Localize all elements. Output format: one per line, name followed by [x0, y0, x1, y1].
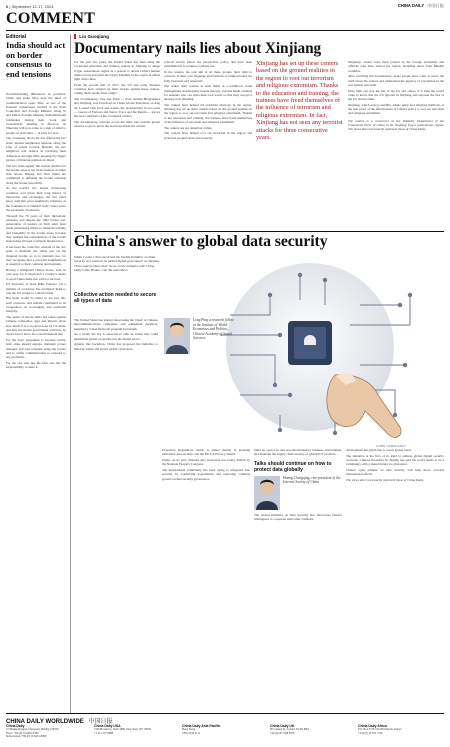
footer-office: [270, 724, 354, 735]
oped1-paragraph: Only truth can stop the lies of the US and others. It is time the world came to know that the US ignored in Xinjiang and exposed the lies of the US and its allies.: [348, 88, 444, 102]
oped2-paragraph: The Global Initiative on Data Security also showcases China's willingness to cooperate with other countries.: [254, 512, 342, 521]
footer-office: [358, 724, 444, 735]
editor-note-text: Editor's note: China launched the Global Initiative on Data Security at a seminar on global digital governance on Tuesday. Three experts share their views on the initiative with China Daily's Pan Yixuan, Cao Yin and others.: [74, 255, 160, 273]
editorial-paragraph: It has been the collective wisdom of the two sides to maintain the status quo on the disputed border, so as to maintain ties, for they recognize that a peaceful neighborhood is essential to their common development.: [6, 245, 66, 267]
expert1-portrait: [164, 318, 190, 354]
office-name: China Daily USA: [94, 724, 121, 728]
footer-brand-name: CHINA DAILY WORLDWIDE: [6, 719, 84, 725]
office-line: News: +86 (0) 10 6491-8366: [6, 731, 39, 735]
oped2-paragraph: The international community has been trying to safeguard data security by conducting experiments and exploring common ground on data security governance.: [162, 467, 250, 481]
oped1-headline: Documentary nails lies about Xinjiang: [74, 40, 322, 57]
oped2-paragraph: development has given rise to a new global trend.: [346, 448, 412, 452]
oped1-col2: [164, 60, 252, 224]
oped1-paragraph: The centers have helped rid extremist ideology in the region. Xinjiang has set up these centers based on the ground realities in the region to root out terrorism and religious extremism. Thanks to the education and training, the trainees have freed themselves of the influence of terrorism and religious extremism.: [164, 102, 252, 125]
oped1-paragraph: From the second half of 2017, the US and some Western countries have ramped up their attacks against these centers, calling them 'reeducation camps'.: [74, 82, 160, 96]
office-line: P.O. Box 27281-00100 Nairobi, Kenya: [358, 728, 402, 731]
office-line: Subscription: +86 (0) 10 6491-8000: [6, 735, 47, 738]
oped2-paragraph: The United States has started showcasing the 'clean' of Chinese telecommunications companies and equipment suppliers, launched a 'Clean Network' program last month.: [74, 318, 158, 331]
office-line: 15 Huixin Dongjie, Chaoyang, Beijing 100029: [6, 728, 59, 731]
oped2-paragraph: build an open, fair and non-discriminatory business environment, and maintain the supply chain security of global ICT products.: [254, 448, 342, 457]
oped1-col4: [348, 60, 444, 224]
footer-office: [182, 724, 266, 735]
editorial-divider: [70, 34, 71, 714]
office-line: +254 (0) 20 522 7316: [358, 731, 383, 735]
oped1-paragraph: The documentary, Lies and Truth — Four Animal Biographies and Xinjiang, was broadcast on China Global Television on Aug 24. Loaded with facts and scenes, the documentary in two parts — Guerra of Fortress and Terror, Trace and the Return — shows the real conditions of the vocational centers.: [74, 97, 160, 119]
section-head-1: Collective action needed to secure all types of data: [74, 292, 157, 304]
folio-brand-cn: 中国日报: [427, 3, 444, 8]
oped1-byline: [74, 34, 109, 39]
editorial-headline: India should act on border consensus to end tensions: [6, 40, 66, 79]
editorial-kicker: Editorial: [6, 34, 27, 40]
office-line: +1 212 537 8888: [94, 731, 114, 735]
oped2-col1: [74, 318, 158, 708]
office-name: China Daily: [6, 724, 25, 728]
expert1-caption: Long Ping a research fellow at the Institute of World Economics and Politics, Chinese Academy of Social Sciences: [193, 318, 234, 340]
editorial-paragraph: US Secretary of State Mike Pompeo, yet a number of occasions, has prompted India to join the US wedge to contain China.: [6, 282, 66, 295]
expert2-portrait: [254, 476, 280, 510]
editorial-paragraph: The consensus, above all, has offered the two sides' mutual heightened tensions along the Line of Actual Control. Besides, the two neighbors will believe in resolving their differences through talks, keeping the bigger picture of bilateral relations in mind.: [6, 136, 66, 162]
office-name: China Daily Africa: [358, 724, 387, 728]
oped1-paragraph: In the centers, the real aim of all these groups, their right to converse in their own language and freedom of religion belief are fully protected and respected.: [164, 69, 252, 83]
editorial-paragraph: As the world's two largest developing countries, and given their long history of interaction and exchanges, the two sides know well that good neighborly relations, as the foundation of bilateral trade, better serve the escalation of tensions.: [6, 186, 66, 212]
office-name: China Daily Asia Pacific: [182, 724, 221, 728]
data-security-illustration: [160, 255, 444, 443]
folio-left: 6 | September 12-17, 2024: [6, 4, 54, 9]
oped2-headline: China's answer to global data security: [74, 233, 328, 250]
oped1-paragraph: schools strictly follow the people-first policy, and have been established in accordance with the law.: [164, 60, 252, 69]
oped1-pullquote: [256, 60, 344, 224]
office-line: +44 (0) 20 7398 8270: [270, 731, 295, 735]
folio-brand: CHINA DAILY: [397, 3, 425, 8]
oped-divider: [74, 231, 444, 232]
oped2-col4: [346, 448, 444, 708]
oped2-paragraph: As a result, the US is expected to take an action that could undermine global cooperation in the digital sector.: [74, 332, 158, 341]
folio-right: [398, 3, 444, 9]
oped1-paragraph: The center offer courses in such fields as e-commerce, hotel management, hairdressing, beauty therapy, and this small cabinets for students who can write their own words so that they can get a decent job in Xinjiang.: [164, 84, 252, 102]
expert2-caption: Huang Chengqing, vice-president of the Internet Society of China: [283, 475, 341, 485]
oped2-paragraph: Protection Regulation, which is aimed mainly at securing individual data security, and the EU-US Privacy Shield.: [162, 448, 250, 457]
office-line: Hong Kong: [182, 728, 196, 731]
editorial-paragraph: Notwithstanding differences in positions, China and India have kept the lines of communication open. This, as one of the frequent consensuses reached at the State Councillor and Foreign Minister Wang Yi and Indian Foreign Minister Subrahmanyam Jaishankar during their 'work and consultation' meeting in Moscow on Thursday will now come as a sign of relief to people on both sides — at least for now.: [6, 92, 66, 135]
oped1-author: Liu Guoqiang: [79, 34, 109, 39]
footer-office: [94, 724, 178, 735]
editorial-paragraph: Having a belligerent United States, with its own nose for it, mean that a country's desire to spoil China-India ties will not succeed.: [6, 267, 66, 281]
oped1-paragraph: For the past few years, the United States has been using the vocational education and training centers in Xinjiang to allege Uygur autonomous region as a pretext to attack China's human rights record and paint the Uygur Muslims in the region in unfair light with China.: [74, 60, 160, 82]
editorial-paragraph: For the days' agreement to become reality, both sides should engage, maintain proper dialogue and ease tensions along the border and to stable communication to respond to any problems.: [6, 337, 66, 360]
oped2-paragraph: China's open attitude on data security will help move forward international efforts.: [346, 467, 444, 477]
section-rule: [6, 30, 444, 31]
oped2-col2: [162, 448, 250, 708]
oped2-paragraph: China, on its part, initiated data protection law being drafted by the National People's Congress.: [162, 457, 250, 467]
footer-office: [6, 724, 90, 739]
editorial-paragraph: For the one who ties the knot also has the responsibility to untie it.: [6, 360, 66, 370]
office-name: China Daily UK: [270, 724, 295, 728]
editor-note: [74, 255, 162, 273]
expert2-block: [254, 476, 342, 510]
oped1-bio: The author is a researcher at the Publicity Department of the Communist Party of China in the Xinjiang Uygur autonomous region. The views don't necessarily represent those of China Daily.: [348, 118, 444, 132]
oped1-paragraph: The centers are not detention camps.: [164, 125, 213, 130]
office-line: +852 2518 5111: [182, 731, 201, 735]
editorial-body: [6, 92, 66, 708]
section-head-2: Talks should continue on how to protect data globally: [254, 460, 332, 473]
oped1-paragraph: The centers have helped root out terrorism in the region and protected people's lives and property.: [164, 131, 252, 140]
section-title: COMMENT: [6, 10, 96, 27]
editorial-paragraph: The series of moves India has taken against Chinese companies, apps and imports show how much it is to be hard done by US deals, and how the Indian government will have no choice but to show the overall bilateral ties.: [6, 315, 66, 337]
oped1-paragraph: Xinjiang, which enjoys stability, ethnic unity and religious harmony, is the best proof of the effectiveness of China's policy to root out terrorism and religious extremism.: [348, 102, 444, 116]
image-credit: LI MIN / CHINA DAILY: [376, 444, 406, 448]
editorial-paragraph: But India would do better to not buy into such overtures and remain committed to its cooperation on sovereignty and territorial integrity.: [6, 296, 66, 314]
oped2-paragraph: Against this backdrop, China has proposed the initiative to build up stable and secure global cyberspace.: [74, 342, 158, 351]
office-line: 1500 Broadway, Suite 2800, New York, NY 10036: [94, 728, 151, 731]
editorial-paragraph: The two sides agreed 'the current situation in the border areas is not in the interest of either side' shows Beijing and New Delhi are committed to defusing the border situation along the border peacefully.: [6, 163, 66, 185]
issue-date: September 12-17, 2024: [11, 4, 54, 9]
oped1-paragraph: After watching the documentary, many people have come to know the truth about the centers and understand the urgency of prevention in the war against terrorism.: [348, 74, 444, 87]
oped1-paragraph: Xinjiang's centers have been praised by the foreign journalists and officials who have visited the region, including those from Muslim countries.: [348, 60, 444, 73]
oped1-col1: [74, 60, 160, 224]
editorial-paragraph: Through the 70 years of their diplomatic relations, and despite the 1962 border war, generations of leaders on both sides have made painstaking efforts to maintain stability and tranquility in the border areas, because they realized the consequences of the border issue being allowed to impede bilateral ties.: [6, 213, 66, 244]
oped2-paragraph: The views don't necessarily represent those of China Daily.: [346, 477, 425, 482]
pullquote-text: Xinjiang has set up these centers based on the ground realities in the region to root out terrorism and religious extremism. Thanks to the education and training, the trainees have freed themselves of the influence of terrorism and religious extremism. In fact, Xinjiang has not seen any terrorist attacks for three consecutive years.: [256, 60, 343, 142]
footer-rule: [6, 713, 444, 714]
office-line: 90 Cannon St, London EC4N 6HA: [270, 728, 310, 731]
byline-accent: [74, 34, 76, 39]
oped1-paragraph: The documentary, relevant across the lines, also enables global viewers to get to know the real lives inside the centers.: [74, 120, 160, 129]
oped2-paragraph: The initiative is the first of its kind to address global digital security concerns. Chinese President Xi Jinping has said the world needs to be a community with a shared future in cyberspace.: [346, 453, 444, 467]
oped2-col3: [254, 448, 342, 708]
page-number: 6: [6, 4, 9, 9]
footer-brand-cn: 中国日报: [88, 719, 113, 725]
